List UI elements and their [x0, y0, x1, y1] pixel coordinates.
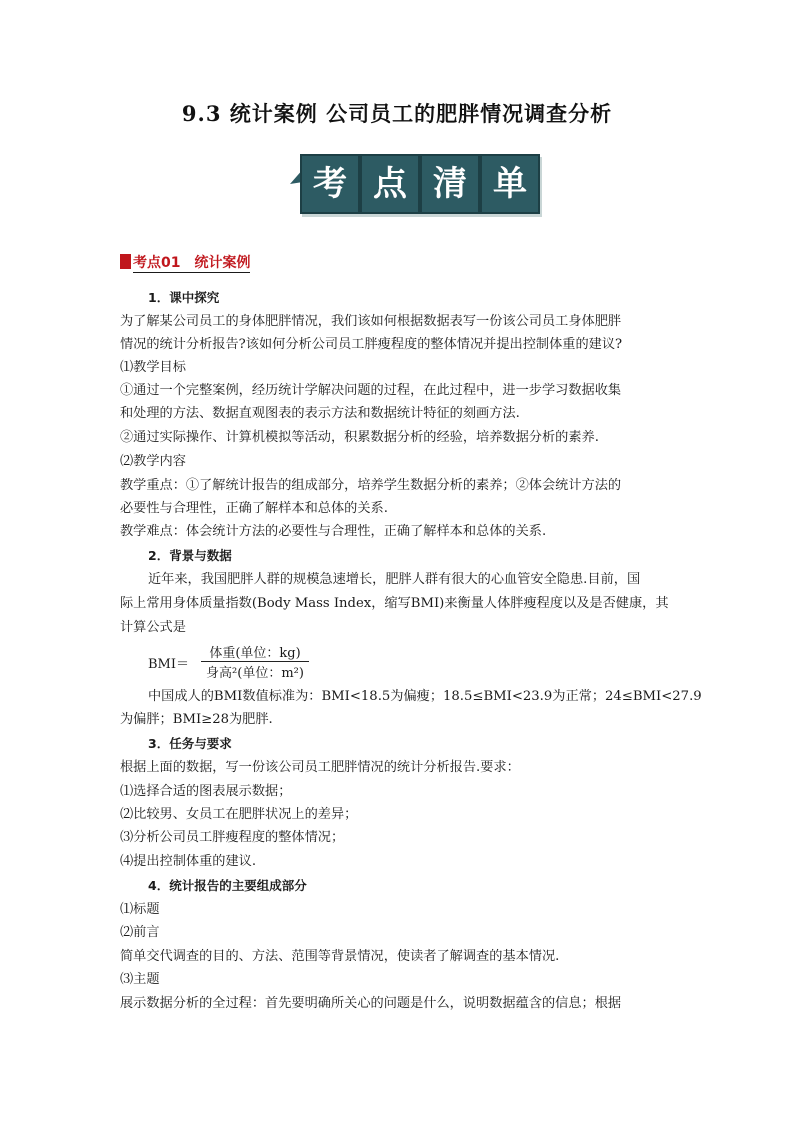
paragraph-line: 为了解某公司员工的身体肥胖情况，我们该如何根据数据表写一份该公司员工身体肥胖: [120, 314, 622, 329]
section-heading-label: 考点01 统计案例: [133, 255, 251, 271]
paragraph-line: 和处理的方法、数据直观图表的表示方法和数据统计特征的刻画方法.: [120, 406, 520, 421]
formula-numerator: 体重(单位：kg): [209, 646, 301, 661]
paragraph-line: 近年来，我国肥胖人群的规模急速增长，肥胖人群有很大的心血管安全隐患.目前，国: [148, 572, 641, 587]
section-marker: [120, 254, 131, 269]
paragraph-line: ①通过一个完整案例，经历统计学解决问题的过程，在此过程中，进一步学习数据收集: [120, 383, 622, 398]
paragraph-line: 教学重点：①了解统计报告的组成部分，培养学生数据分析的素养；②体会统计方法的: [120, 478, 622, 493]
paragraph-line: 际上常用身体质量指数(Body Mass Index，缩写BMI)来衡量人体胖瘦程度以及是否健康，其: [120, 596, 669, 611]
paragraph-line: ⑵比较男、女员工在肥胖状况上的差异；: [120, 807, 358, 822]
formula-denominator: 身高²(单位：m²): [206, 666, 304, 681]
paragraph-line: 为偏胖；BMI≥28为肥胖.: [120, 712, 273, 727]
paragraph-line: 展示数据分析的全过程：首先要明确所关心的问题是什么，说明数据蕴含的信息；根据: [120, 996, 622, 1011]
banner-char-1: 考: [300, 154, 360, 214]
paragraph-line: 计算公式是: [120, 620, 186, 635]
paragraph-line: ⑴教学目标: [120, 360, 186, 375]
paragraph-line: ⑴选择合适的图表展示数据；: [120, 784, 292, 799]
paragraph-line: ⑵前言: [120, 925, 160, 940]
paragraph-line: ⑵教学内容: [120, 454, 186, 469]
paragraph-line: 情况的统计分析报告?该如何分析公司员工胖瘦程度的整体情况并提出控制体重的建议?: [120, 337, 623, 352]
section-heading: [120, 252, 250, 272]
paragraph-line: 必要性与合理性，正确了解样本和总体的关系.: [120, 501, 388, 516]
heading-report-components: 4．统计报告的主要组成部分: [148, 878, 307, 893]
paragraph-line: 教学难点：体会统计方法的必要性与合理性，正确了解样本和总体的关系.: [120, 524, 547, 539]
paragraph-line: ⑶分析公司员工胖瘦程度的整体情况；: [120, 830, 345, 845]
heading-lesson-exploration: 1．课中探究: [148, 290, 220, 305]
formula-lhs: BMI＝: [148, 657, 189, 672]
heading-task-requirements: 3．任务与要求: [148, 736, 232, 751]
paragraph-line: 简单交代调查的目的、方法、范围等背景情况，使读者了解调查的基本情况.: [120, 949, 560, 964]
bmi-formula: [148, 642, 348, 682]
page-title: 9.3 统计案例 公司员工的肥胖情况调查分析: [181, 101, 613, 126]
banner-char-2: 点: [360, 154, 420, 214]
paragraph-line: ⑶主题: [120, 972, 160, 987]
banner-char-3: 清: [420, 154, 480, 214]
paragraph-line: 根据上面的数据，写一份该公司员工肥胖情况的统计分析报告.要求：: [120, 760, 520, 775]
paragraph-line: 中国成人的BMI数值标准为：BMI<18.5为偏瘦；18.5≤BMI<23.9为正常；24≤BMI<27.9: [148, 689, 702, 704]
paragraph-line: ⑷提出控制体重的建议.: [120, 854, 257, 869]
paragraph-line: ②通过实际操作、计算机模拟等活动，积累数据分析的经验，培养数据分析的素养.: [120, 430, 599, 445]
heading-background-data: 2．背景与数据: [148, 548, 232, 563]
banner-char-4: 单: [480, 154, 540, 214]
key-points-banner: [286, 150, 538, 218]
paragraph-line: ⑴标题: [120, 902, 160, 917]
